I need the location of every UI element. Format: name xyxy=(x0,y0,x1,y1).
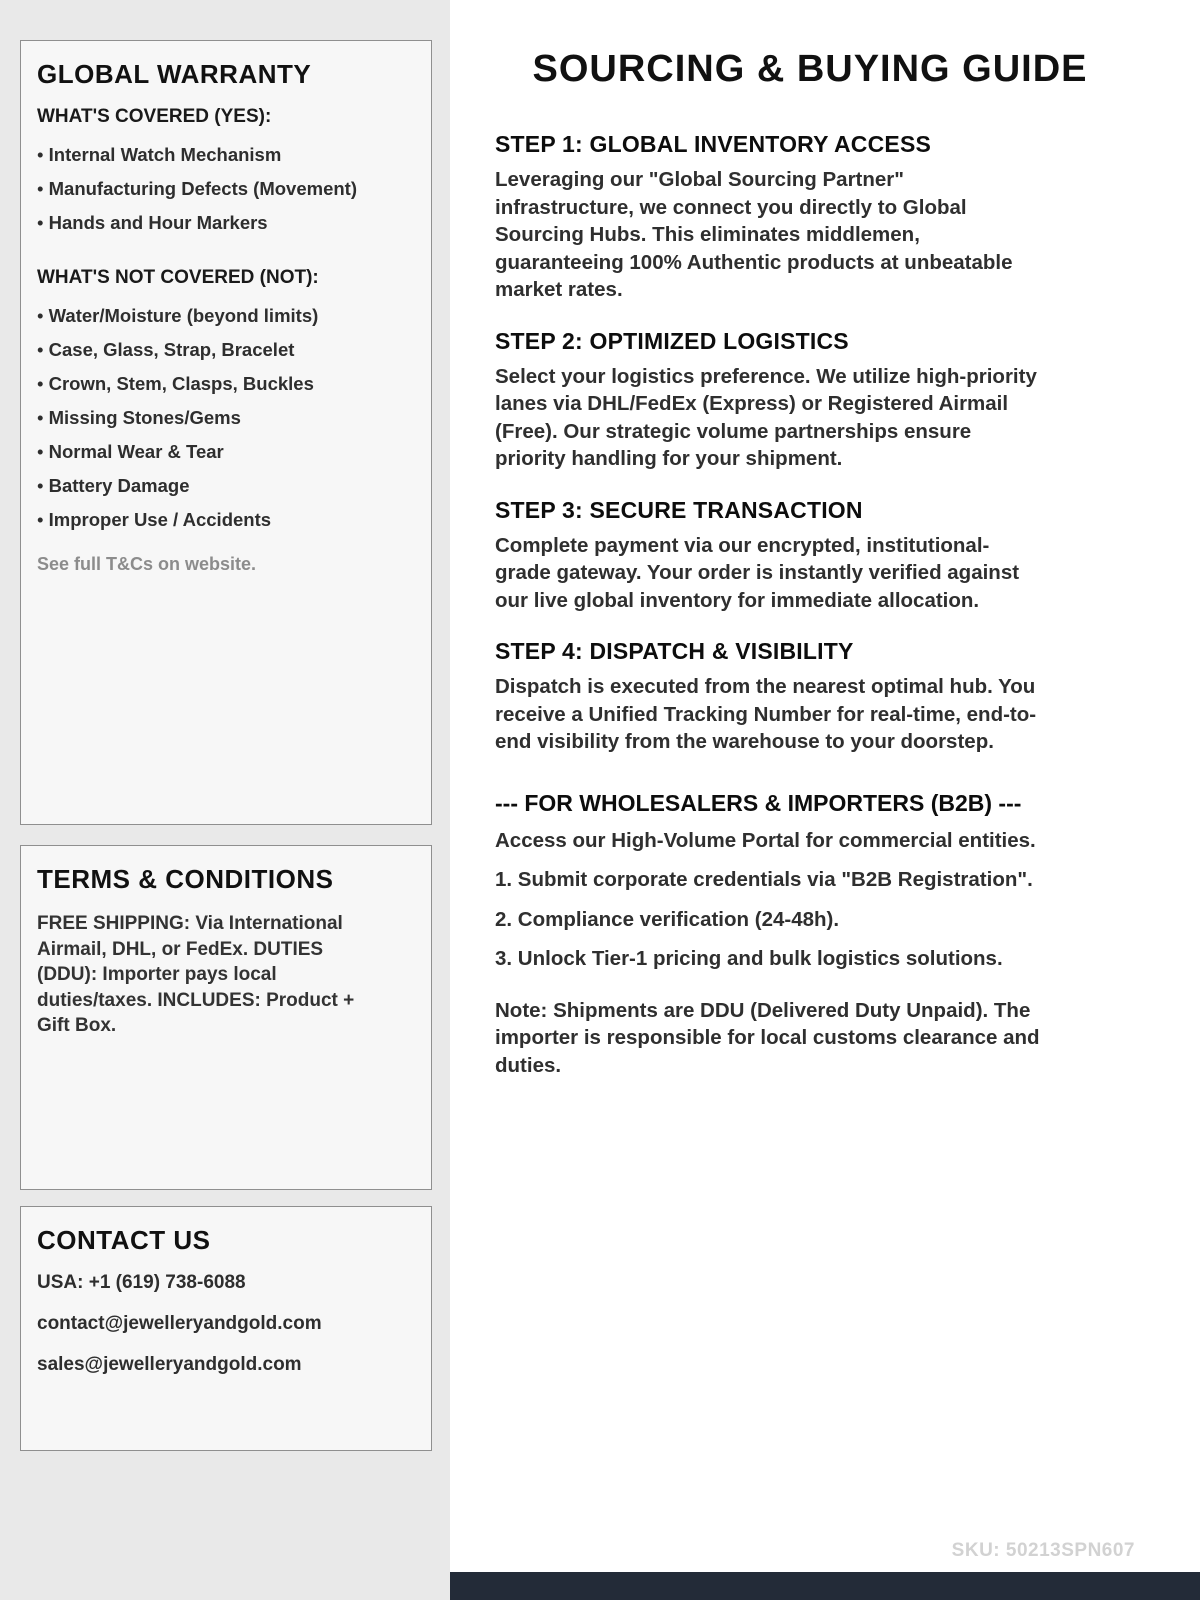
contact-box xyxy=(20,1206,432,1451)
step-4-body: Dispatch is executed from the nearest optimal hub. You receive a Unified Tracking Number for real-time, end-to-end visibility from the warehouse to your doorstep. xyxy=(495,675,1037,753)
step-1-section xyxy=(495,131,1125,304)
b2b-note: Note: Shipments are DDU (Delivered Duty Unpaid). The importer is responsible for local customs clearance and duties. xyxy=(495,998,1040,1077)
warranty-box xyxy=(20,40,432,825)
list-item: • Improper Use / Accidents xyxy=(37,509,415,530)
list-item: • Hands and Hour Markers xyxy=(37,212,415,233)
b2b-intro: Access our High-Volume Portal for commercial entities. xyxy=(495,828,1036,852)
list-item: • Manufacturing Defects (Movement) xyxy=(37,178,415,199)
page-title: SOURCING & BUYING GUIDE xyxy=(532,48,1088,90)
list-item: • Battery Damage xyxy=(37,475,415,496)
list-item: • Missing Stones/Gems xyxy=(37,407,415,428)
terms-title: TERMS & CONDITIONS xyxy=(37,864,334,894)
step-4-section xyxy=(495,638,1125,756)
step-2-heading: STEP 2: OPTIMIZED LOGISTICS xyxy=(495,327,849,354)
step-2-body: Select your logistics preference. We utilize high-priority lanes via DHL/FedEx (Express) or Registered Airmail (Free). Our strategic volume partnerships ensure priority handling for your shipment. xyxy=(495,364,1037,470)
sku-label: SKU: 50213SPN607 xyxy=(951,1540,1135,1561)
list-item: • Case, Glass, Strap, Bracelet xyxy=(37,339,415,360)
step-1-body: Leveraging our "Global Sourcing Partner" infrastructure, we connect you directly to Global Sourcing Hubs. This eliminates middlemen, guaranteeing 100% Authentic products at unbeatable market rates. xyxy=(495,168,1013,301)
b2b-heading: --- FOR WHOLESALERS & IMPORTERS (B2B) --- xyxy=(495,789,1022,816)
step-4-heading: STEP 4: DISPATCH & VISIBILITY xyxy=(495,638,854,664)
step-3-section xyxy=(495,497,1125,615)
covered-list xyxy=(37,144,415,233)
step-1-heading: STEP 1: GLOBAL INVENTORY ACCESS xyxy=(495,131,932,157)
step-3-body: Complete payment via our encrypted, institutional-grade gateway. Your order is instantly verified against our live global inventory for immediate allocation. xyxy=(495,533,1020,612)
contact-email-sales: sales@jewelleryandgold.com xyxy=(37,1354,302,1375)
list-item: • Crown, Stem, Clasps, Buckles xyxy=(37,373,415,394)
covered-heading: WHAT'S COVERED (YES): xyxy=(37,106,272,127)
not-covered-list xyxy=(37,305,415,530)
warranty-title: GLOBAL WARRANTY xyxy=(37,59,312,89)
contact-email-primary: contact@jewelleryandgold.com xyxy=(37,1313,322,1334)
b2b-item-1: 1. Submit corporate credentials via "B2B Registration". xyxy=(495,868,1033,891)
terms-box xyxy=(20,845,432,1190)
b2b-item-2: 2. Compliance verification (24-48h). xyxy=(495,907,840,931)
not-covered-heading: WHAT'S NOT COVERED (NOT): xyxy=(37,267,319,288)
main-content xyxy=(450,0,1200,1600)
step-2-section xyxy=(495,328,1125,473)
bottom-bar xyxy=(450,1572,1200,1600)
warranty-footnote: See full T&Cs on website. xyxy=(37,554,257,574)
terms-body: FREE SHIPPING: Via International Airmail, DHL, or FedEx. DUTIES (DDU): Importer pays local duties/taxes. INCLUDES: Product + Gift Box. xyxy=(37,913,355,1036)
b2b-item-3: 3. Unlock Tier-1 pricing and bulk logistics solutions. xyxy=(495,947,1003,970)
sidebar xyxy=(0,0,450,1600)
list-item: • Water/Moisture (beyond limits) xyxy=(37,305,415,326)
b2b-section xyxy=(495,790,1125,1080)
contact-phone: USA: +1 (619) 738-6088 xyxy=(37,1272,246,1293)
step-3-heading: STEP 3: SECURE TRANSACTION xyxy=(495,496,863,523)
list-item: • Internal Watch Mechanism xyxy=(37,144,415,165)
list-item: • Normal Wear & Tear xyxy=(37,441,415,462)
contact-title: CONTACT US xyxy=(37,1225,211,1255)
